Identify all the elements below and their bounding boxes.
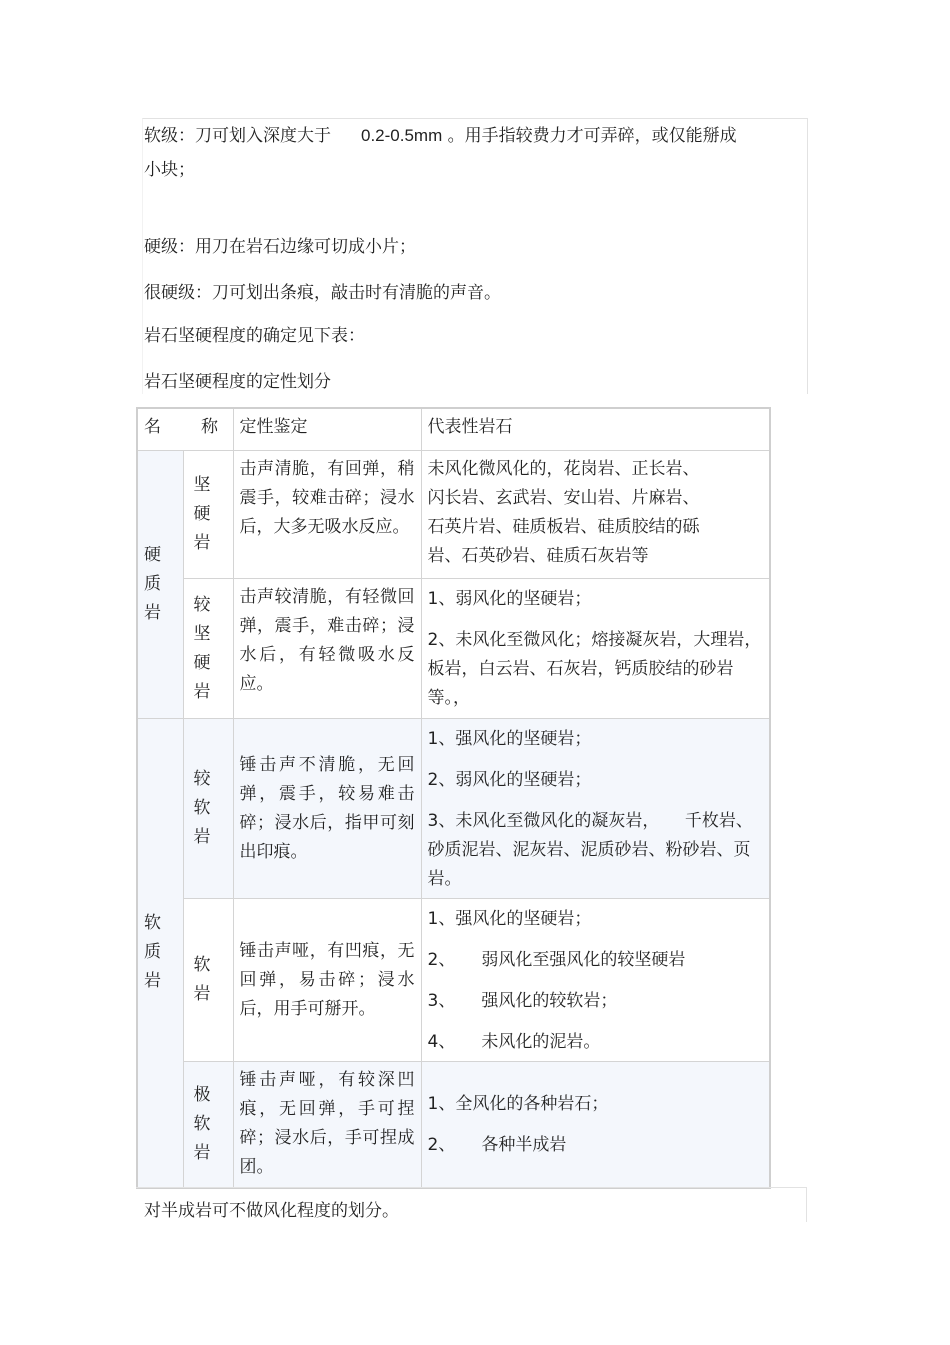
- rock-hardness-table: [136, 407, 771, 1189]
- sub-char: 软: [193, 798, 211, 818]
- rep-item: 1、弱风化的坚硬岩；: [427, 589, 592, 609]
- table-row: [137, 579, 770, 719]
- sub-fairly-soft-rock: [183, 719, 233, 899]
- sub-char: 坚: [193, 623, 211, 644]
- desc-fairly-soft-rock: 锤击声不清脆，无回弹，震手，较易难击碎；浸水后，指甲可刻出印痕。: [233, 719, 421, 899]
- soft-grade-text: 软级：刀可划入深度大于: [144, 126, 331, 146]
- header-name: [137, 408, 233, 451]
- sub-soft-rock: [183, 899, 233, 1062]
- soft-grade-line-2: 小块；: [144, 160, 195, 180]
- very-hard-grade-line: 很硬级：刀可划出条痕，敲击时有清脆的声音。: [144, 283, 501, 303]
- rep-soft-rock: [421, 899, 770, 1062]
- header-representative: 代表性岩石: [421, 408, 770, 451]
- rep-fairly-soft-rock: [421, 719, 770, 899]
- hard-grade-line: 硬级：用刀在岩石边缘可切成小片；: [144, 237, 416, 257]
- rep-item-num: 4、: [427, 1032, 456, 1052]
- sub-char: 坚: [193, 475, 211, 495]
- table-intro-line: 岩石坚硬程度的确定见下表：: [144, 326, 365, 346]
- header-qualitative: 定性鉴定: [233, 408, 421, 451]
- rep-line: 石英片岩、硅质板岩、硅质胶结的砾: [427, 517, 700, 537]
- rep-item-num: 1、强风化的坚硬岩；: [427, 909, 592, 929]
- desc-fairly-hard-rock: 击声较清脆，有轻微回弹，震手，难击碎；浸水后，有轻微吸水反应。: [233, 579, 421, 719]
- table-row: [137, 451, 770, 579]
- category-char: 岩: [144, 971, 161, 992]
- rep-item: 2、弱风化的坚硬岩；: [427, 770, 592, 790]
- category-char: 软: [144, 913, 161, 934]
- desc-extremely-soft-rock: 锤击声哑，有较深凹痕，无回弹，手可捏碎；浸水后，手可捏成团。: [233, 1062, 421, 1188]
- rep-item: 1、强风化的坚硬岩；: [427, 729, 592, 749]
- sub-char: 较: [193, 594, 211, 615]
- sub-char: 硬: [193, 652, 211, 673]
- table-header-row: [137, 408, 770, 451]
- rep-line: 岩、石英砂岩、硅质石灰岩等: [427, 546, 649, 566]
- sub-hard-rock: [183, 451, 233, 579]
- rep-extremely-soft-rock: [421, 1062, 770, 1188]
- sub-char: 岩: [193, 827, 211, 847]
- table-row: [137, 719, 770, 899]
- sub-char: 岩: [193, 681, 211, 702]
- rep-fairly-hard-rock: [421, 579, 770, 719]
- rep-item-text: 未风化的泥岩。: [481, 1032, 601, 1052]
- rep-item: 3、未风化至微风化的凝灰岩， 千枚岩、砂质泥岩、泥灰岩、泥质砂岩、粉砂岩、页岩。: [427, 811, 753, 889]
- header-name-b: 称: [201, 417, 218, 437]
- sub-fairly-hard-rock: [183, 579, 233, 719]
- footer-note: 对半成岩可不做风化程度的划分。: [144, 1201, 399, 1221]
- category-char: 岩: [144, 603, 161, 623]
- rep-item-num: 3、: [427, 991, 456, 1011]
- sub-char: 软: [193, 955, 211, 975]
- rep-hard-rock: [421, 451, 770, 579]
- rep-line: 未风化微风化的，花岗岩、正长岩、: [427, 459, 700, 479]
- rep-item-num: 1、全风化的各种岩石；: [427, 1094, 609, 1115]
- desc-soft-rock: 锤击声哑，有凹痕，无回弹，易击碎；浸水后，用手可掰开。: [233, 899, 421, 1062]
- sub-char: 软: [193, 1113, 211, 1134]
- category-char: 质: [144, 942, 161, 963]
- rep-item-text: 各种半成岩: [481, 1135, 567, 1156]
- sub-char: 极: [193, 1084, 211, 1105]
- category-char: 硬: [144, 545, 161, 565]
- table-title: 岩石坚硬程度的定性划分: [144, 372, 331, 392]
- sub-char: 岩: [193, 1142, 211, 1163]
- sub-char: 岩: [193, 533, 211, 553]
- rep-item-text: 弱风化至强风化的较坚硬岩: [481, 950, 686, 970]
- sub-char: 较: [193, 769, 211, 789]
- category-soft-rock: [137, 719, 183, 1188]
- category-hard-rock: [137, 451, 183, 719]
- table-row: [137, 1062, 770, 1188]
- soft-grade-line: [144, 122, 737, 150]
- category-char: 质: [144, 574, 161, 594]
- soft-grade-depth: 0.2-0.5mm: [361, 126, 443, 145]
- sub-char: 岩: [193, 984, 211, 1004]
- rep-line: 闪长岩、玄武岩、安山岩、片麻岩、: [427, 488, 700, 508]
- desc-hard-rock: 击声清脆，有回弹，稍震手，较难击碎；浸水后，大多无吸水反应。: [233, 451, 421, 579]
- rep-item: 2、未风化至微风化；熔接凝灰岩，大理岩，板岩，白云岩、石灰岩，钙质胶结的砂岩等。，: [427, 630, 762, 708]
- table-row: [137, 899, 770, 1062]
- sub-extremely-soft-rock: [183, 1062, 233, 1188]
- header-name-a: 名: [144, 417, 161, 437]
- rep-item-num: 2、: [427, 950, 456, 970]
- rep-item-text: 强风化的较软岩；: [481, 991, 618, 1011]
- soft-grade-text-2: 。用手指较费力才可弄碎，或仅能掰成: [447, 126, 737, 146]
- sub-char: 硬: [193, 504, 211, 524]
- rep-item-num: 2、: [427, 1135, 456, 1156]
